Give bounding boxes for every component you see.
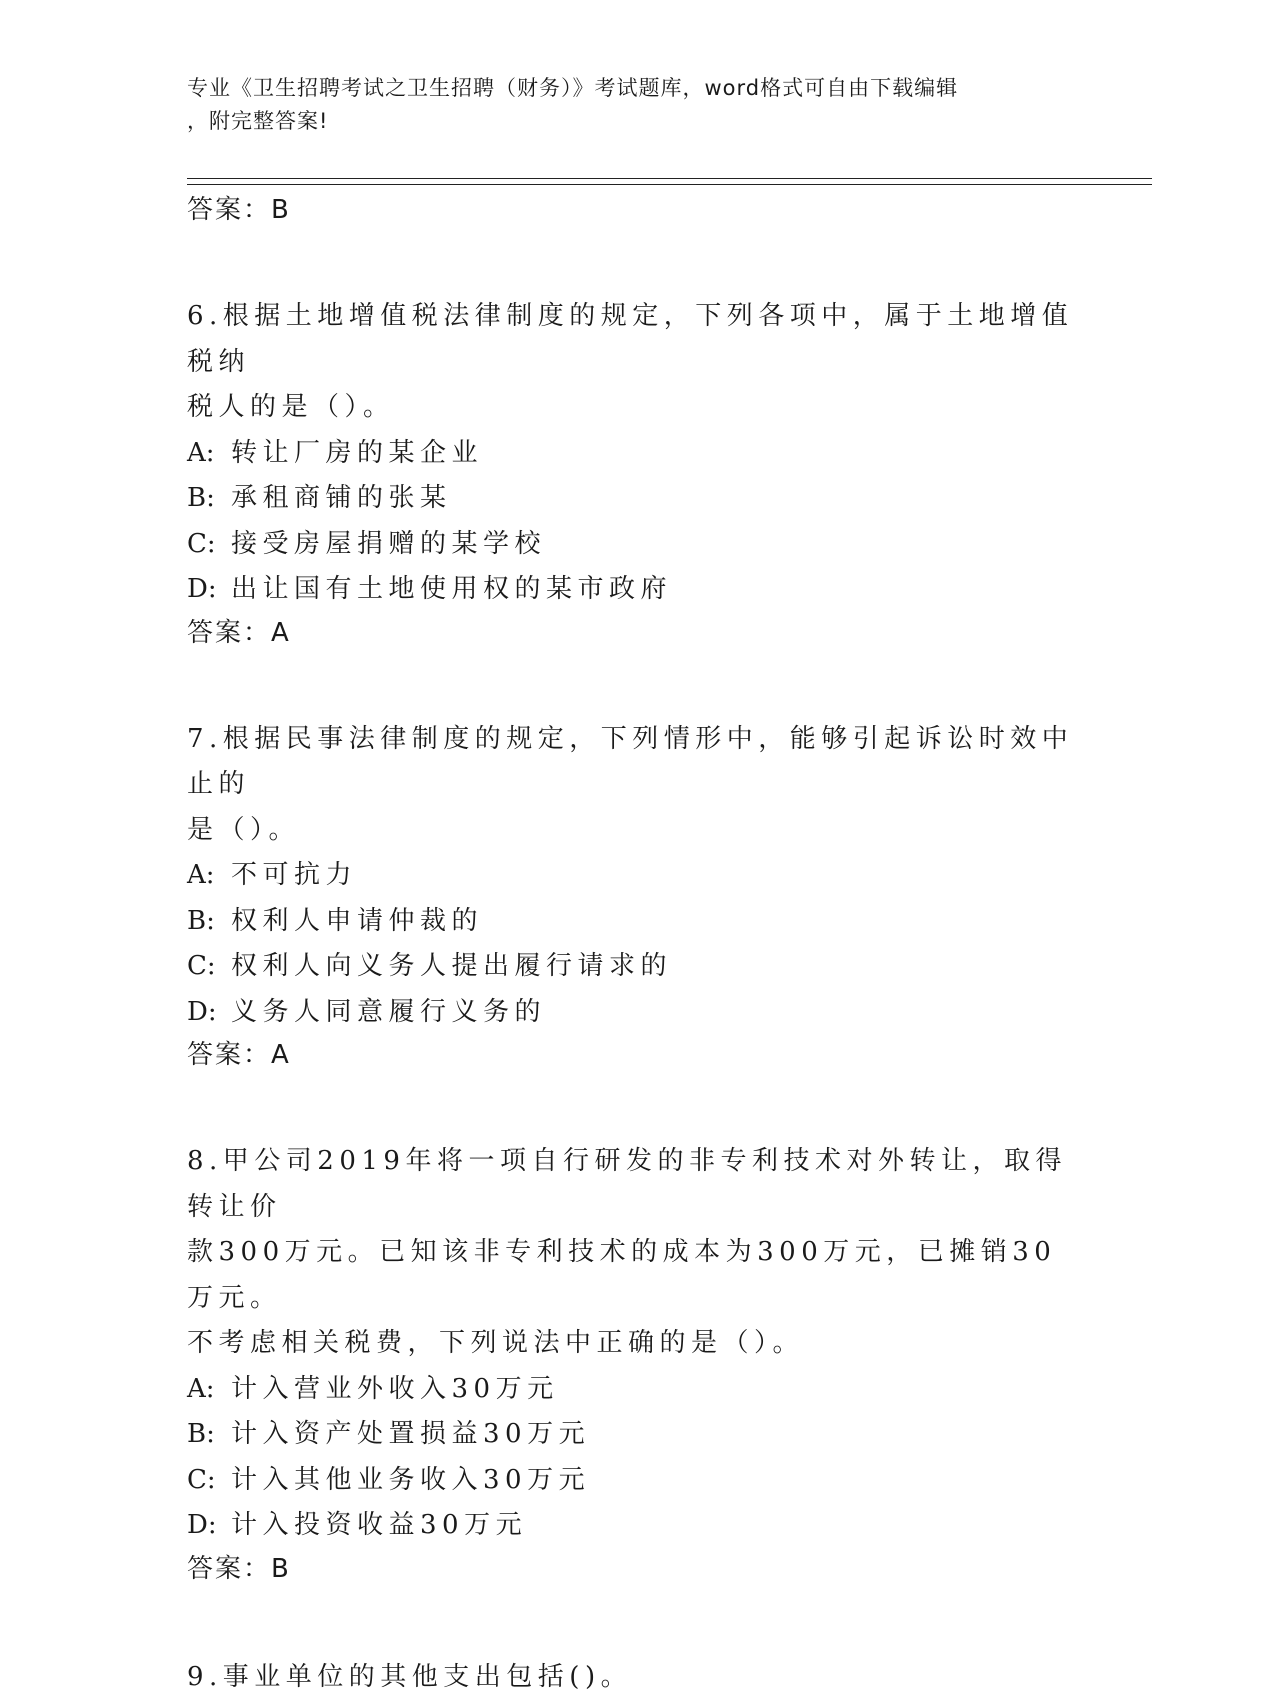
answer-line (187, 1549, 1087, 1589)
question-stem-line: 9.事业单位的其他支出包括()。 (187, 1655, 1087, 1700)
option-a (187, 1367, 1087, 1413)
question-stem-line: 8.甲公司2019年将一项自行研发的非专利技术对外转让，取得转让价 (187, 1139, 1087, 1230)
question-stem-line: 款300万元。已知该非专利技术的成本为300万元，已摊销30万元。 (187, 1230, 1087, 1321)
answer-label: 答案： (187, 1040, 271, 1070)
option-letter: A: (187, 853, 231, 899)
option-text: 权利人申请仲裁的 (231, 906, 483, 936)
option-text: 接受房屋捐赠的某学校 (231, 529, 546, 559)
option-d (187, 1503, 1087, 1549)
option-letter: D: (187, 567, 231, 613)
answer-line (187, 190, 1087, 230)
option-b (187, 899, 1087, 945)
question-6 (187, 294, 1087, 653)
option-text: 不可抗力 (231, 860, 357, 890)
answer-label: 答案： (187, 618, 271, 648)
option-letter: C: (187, 1458, 231, 1504)
question-7 (187, 717, 1087, 1076)
option-letter: A: (187, 431, 231, 477)
option-text: 计入营业外收入30万元 (231, 1374, 559, 1404)
header-divider-bottom (187, 184, 1152, 185)
option-c (187, 944, 1087, 990)
option-d (187, 990, 1087, 1036)
option-text: 计入其他业务收入30万元 (231, 1465, 590, 1495)
option-text: 权利人向义务人提出履行请求的 (231, 951, 672, 981)
answer-value: A (271, 1040, 291, 1070)
answer-value: A (271, 618, 291, 648)
header-line-2: ，附完整答案! (187, 105, 1067, 138)
question-8 (187, 1139, 1087, 1589)
answer-value: B (271, 1554, 291, 1584)
option-c (187, 1458, 1087, 1504)
question-content (187, 190, 1087, 1700)
option-b (187, 1412, 1087, 1458)
option-a (187, 853, 1087, 899)
option-b (187, 476, 1087, 522)
option-letter: A: (187, 1367, 231, 1413)
document-header (187, 72, 1067, 138)
option-letter: B: (187, 899, 231, 945)
option-letter: C: (187, 944, 231, 990)
header-line-1: 专业《卫生招聘考试之卫生招聘（财务）》考试题库，word格式可自由下载编辑 (187, 72, 1067, 105)
answer-label: 答案： (187, 195, 271, 225)
option-text: 计入投资收益30万元 (231, 1510, 527, 1540)
option-text: 计入资产处置损益30万元 (231, 1419, 590, 1449)
option-a (187, 431, 1087, 477)
answer-label: 答案： (187, 1554, 271, 1584)
option-text: 义务人同意履行义务的 (231, 997, 546, 1027)
option-text: 出让国有土地使用权的某市政府 (231, 574, 672, 604)
question-stem-line: 6.根据土地增值税法律制度的规定，下列各项中，属于土地增值税纳 (187, 294, 1087, 385)
option-d (187, 567, 1087, 613)
question-9 (187, 1655, 1087, 1700)
header-divider-top (187, 178, 1152, 179)
option-c (187, 522, 1087, 568)
option-letter: D: (187, 990, 231, 1036)
question-stem-line: 是（）。 (187, 808, 1087, 854)
option-letter: C: (187, 522, 231, 568)
answer-line (187, 1035, 1087, 1075)
option-letter: B: (187, 1412, 231, 1458)
question-stem-line: 7.根据民事法律制度的规定，下列情形中，能够引起诉讼时效中止的 (187, 717, 1087, 808)
option-letter: D: (187, 1503, 231, 1549)
answer-value: B (271, 195, 291, 225)
option-text: 转让厂房的某企业 (231, 438, 483, 468)
option-letter: B: (187, 476, 231, 522)
question-stem-line: 不考虑相关税费，下列说法中正确的是（）。 (187, 1321, 1087, 1367)
question-stem-line: 税人的是（）。 (187, 385, 1087, 431)
answer-line (187, 613, 1087, 653)
option-text: 承租商铺的张某 (231, 483, 452, 513)
